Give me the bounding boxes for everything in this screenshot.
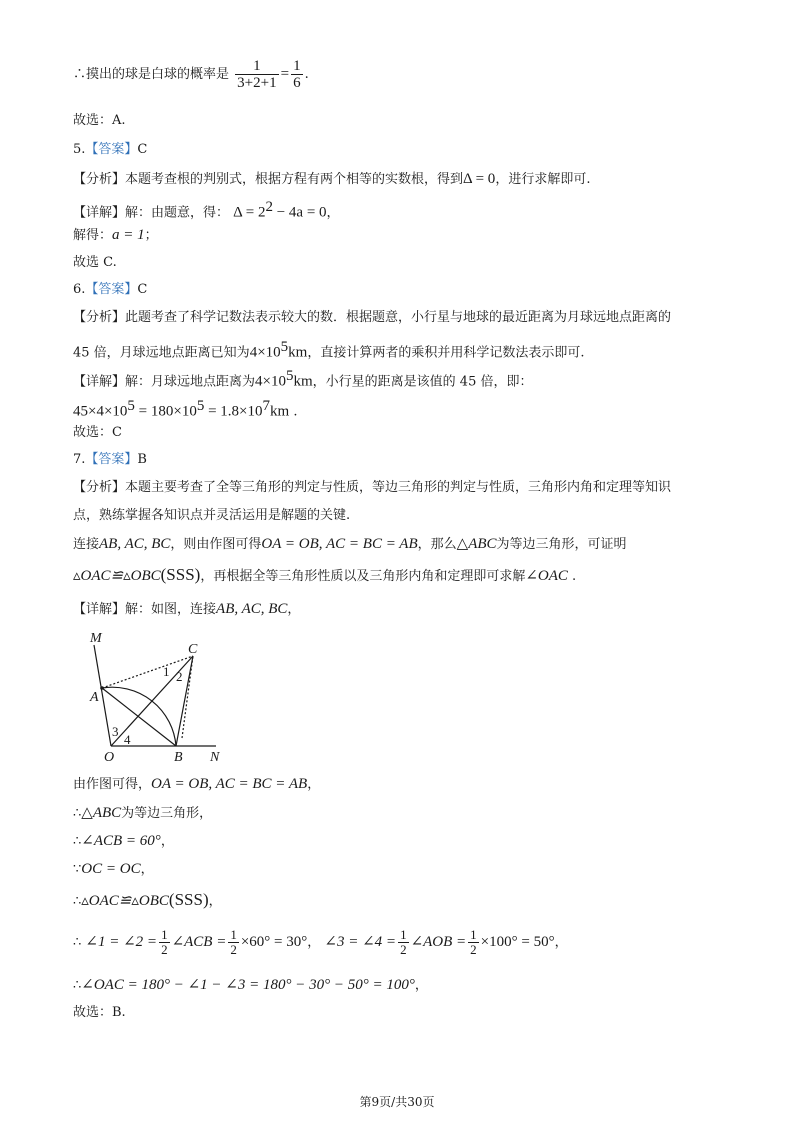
- q6-detail: 【详解】解：月球远地点距离为$4\times 10^5km$，小行星的距离是该值的 45 倍，即：: [73, 368, 533, 390]
- label-angle-4: 4: [124, 732, 131, 747]
- point-a: [100, 686, 104, 690]
- label-c: C: [188, 642, 198, 657]
- prob-text: 摸出的球是白球的概率是: [86, 67, 230, 82]
- label-o: O: [104, 750, 115, 765]
- q7-answer-line: 7.【答案】B: [73, 452, 147, 467]
- q6-answer-line: 6.【答案】C: [73, 282, 148, 297]
- answer-label: 【答案】: [85, 282, 138, 297]
- q7-step-1: 由作图可得，OA = OB, AC = BC = AB，: [73, 776, 321, 792]
- label-a: A: [90, 690, 99, 705]
- label-angle-3: 3: [112, 724, 119, 739]
- q5-solution: 解得：a = 1；: [73, 227, 158, 243]
- q7-step-7: ∴∠OAC = 180° − ∠1 − ∠3 = 180° − 30° − 50° = 100°，: [73, 977, 428, 993]
- label-angle-2: 2: [176, 669, 183, 684]
- q7-step-2: ∴△ABC为等边三角形，: [73, 805, 213, 821]
- q7-step-5: ∴▵OAC≌▵OBC(SSS)，: [73, 890, 222, 909]
- answer-label: 【答案】: [85, 452, 138, 467]
- label-n: N: [210, 750, 220, 765]
- choice-c-2: 故选：C: [73, 425, 122, 440]
- label-m: M: [90, 631, 102, 646]
- choice-b: 故选：B.: [73, 1005, 126, 1020]
- prob-fraction-2: $\frac{1}{6}$: [293, 58, 301, 91]
- label-angle-1: 1: [163, 664, 170, 679]
- page-footer: 第9页/共30页: [359, 1095, 435, 1109]
- q7-analysis-2: 点，熟练掌握各知识点并灵活运用是解题的关键.: [73, 508, 351, 523]
- prob-line: ∴摸出的球是白球的概率是 $\frac{1}{3+2+1}$ = $\frac{1}{6}$ .: [73, 58, 309, 91]
- construction-line: [182, 656, 193, 738]
- q5-analysis: 【分析】本题考查根的判别式，根据方程有两个相等的实数根，得到Δ = 0，进行求解即可.: [73, 171, 591, 187]
- q7-step-6: ∴ ∠1 = ∠2 = $\frac{1}{2}$ ∠ACB = $\frac{1}{2}$ ×60° = 30°， ∠3 = ∠4 = $\frac{1}{2}$ ∠AOB = $\frac{1}{2}$ ×100° = 50°，: [73, 927, 568, 957]
- therefore-symbol: ∴: [73, 67, 87, 82]
- q7-congruence: ▵OAC≌▵OBC(SSS)，再根据全等三角形性质以及三角形内角和定理即可求解∠OAC .: [73, 565, 577, 584]
- answer-label: 【答案】: [85, 142, 138, 157]
- choice-c-1: 故选 C.: [73, 255, 117, 270]
- q5-answer-line: 5.【答案】C: [73, 142, 148, 157]
- q6-analysis-1: 【分析】此题考查了科学记数法表示较大的数．根据题意，小行星与地球的最近距离为月球远地点距离的: [73, 310, 672, 325]
- label-b: B: [174, 750, 183, 765]
- q7-step-4: ∵OC = OC，: [73, 861, 154, 877]
- q7-step-3: ∴∠ACB = 60°，: [73, 833, 174, 849]
- q6-calculation: $45\times 4\times 10^5 = 180\times 10^5 = 1.8\times 10^7km$ .: [73, 398, 298, 420]
- q7-analysis-1: 【分析】本题主要考查了全等三角形的判定与性质，等边三角形的判定与性质，三角形内角和定理等知识: [73, 480, 672, 495]
- q7-detail: 【详解】解：如图，连接AB, AC, BC，: [73, 601, 301, 617]
- q7-connect: 连接AB, AC, BC，则由作图可得OA = OB, AC = BC = AB，那么△ABC为等边三角形，可证明: [73, 536, 627, 552]
- geometry-figure: [82, 627, 227, 767]
- q6-analysis-2: 45 倍，月球远地点距离已知为$4\times 10^5km$，直接计算两者的乘积并用科学记数法表示即可.: [73, 339, 585, 361]
- prob-fraction-1: $\frac{1}{3+2+1}$: [237, 58, 277, 91]
- q5-detail: 【详解】解：由题意，得： $\Delta = 2^2 - 4a = 0$，: [73, 199, 340, 221]
- choice-a: 故选：A.: [73, 113, 126, 128]
